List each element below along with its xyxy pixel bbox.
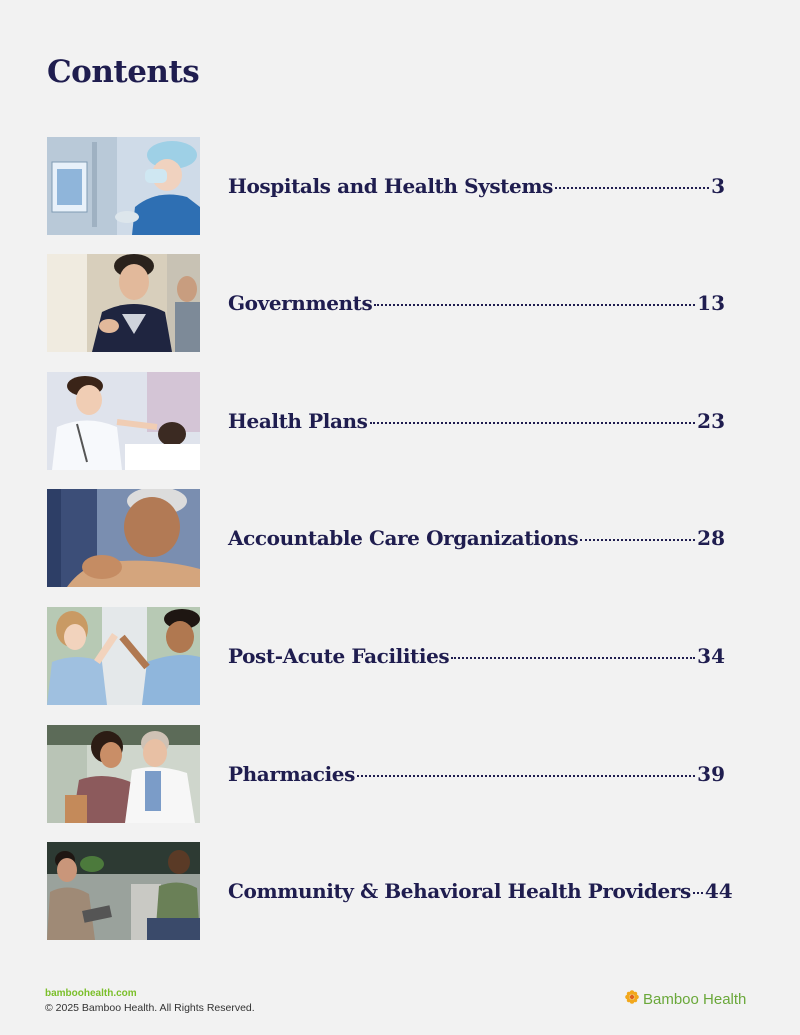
dot-leader [357,775,695,777]
toc-row-post-acute [47,607,725,705]
counseling-session-photo [47,842,200,940]
dot-leader [555,187,709,189]
footer [45,988,255,1014]
doctor-with-child-photo [47,372,200,470]
page-title: Contents [47,54,200,90]
toc-entry-label: Pharmacies [228,762,355,786]
toc-entry-hospitals[interactable] [228,174,725,198]
dot-leader [451,657,695,659]
dot-leader [370,422,696,424]
toc-row-hospitals [47,137,725,235]
toc-row-health-plans [47,372,725,470]
toc-entry-community-behavioral[interactable] [228,879,733,903]
pharmacist-consult-photo [47,725,200,823]
toc-entry-label: Community & Behavioral Health Providers [228,879,691,903]
dot-leader [374,304,695,306]
toc-row-community-behavioral [47,842,733,940]
toc-entry-label: Post-Acute Facilities [228,644,450,668]
toc-row-governments [47,254,725,352]
toc-entry-pharmacies[interactable] [228,762,725,786]
footer-copyright: © 2025 Bamboo Health. All Rights Reserved. [45,1002,255,1014]
toc-entry-health-plans[interactable] [228,409,725,433]
high-five-photo [47,607,200,705]
toc-entry-page-number: 44 [704,879,733,903]
toc-entry-acos[interactable] [228,526,725,550]
toc-entry-page-number: 13 [697,291,725,315]
official-speaking-photo [47,254,200,352]
toc-entry-post-acute[interactable] [228,644,725,668]
toc-entry-governments[interactable] [228,291,725,315]
toc-entry-label: Accountable Care Organizations [228,526,579,550]
toc-entry-label: Health Plans [228,409,368,433]
dot-leader [693,892,703,894]
bamboo-flower-icon [625,990,639,1008]
brand-name: Bamboo Health [643,990,747,1008]
brand-logo [625,990,746,1008]
surgeon-photo [47,137,200,235]
toc-entry-page-number: 39 [697,762,725,786]
smiling-senior-photo [47,489,200,587]
dot-leader [580,539,695,541]
toc-entry-page-number: 23 [697,409,725,433]
toc-entry-page-number: 34 [697,644,725,668]
toc-entry-label: Governments [228,291,373,315]
toc-row-pharmacies [47,725,725,823]
footer-url-link[interactable]: bamboohealth.com [45,988,137,999]
toc-row-acos [47,489,725,587]
toc-entry-page-number: 3 [711,174,725,198]
toc-entry-label: Hospitals and Health Systems [228,174,553,198]
toc-entry-page-number: 28 [697,526,725,550]
